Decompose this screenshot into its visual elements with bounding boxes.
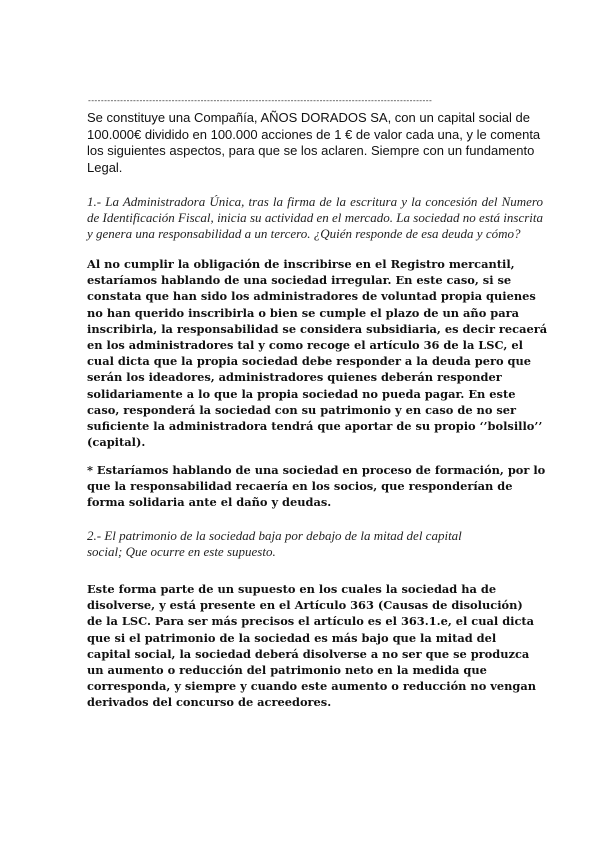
question-2-line: 2.- El patrimonio de la sociedad baja por debajo de la mitad del capital [87,528,462,543]
intro-paragraph: Se constituye una Compañía, AÑOS DORADOS SA, con un capital social de 100.000€ dividido en 100.000 acciones de 1 € de valor cada una, y le comenta los siguientes aspectos, para que se los aclaren. Siempre con un fundamento Legal. [87,110,541,175]
dashed-separator: ----------------------------------------------------------------------------------------------------------- [87,96,432,105]
question-2-line: social; Que ocurre en este supuesto. [87,544,276,560]
answer-1-line: solidariamente a lo que la propia sociedad no pueda pagar. En este [87,386,516,401]
answer-1-line: no han querido inscribirla o bien se cumple el plazo de un año para [87,305,520,320]
question-1: 1.- La Administradora Única, tras la firma de la escritura y la concesión del Numero de Identificación Fiscal, inicia su actividad en el mercado. La sociedad no está inscrita y genera una responsabilidad a un tercero. ¿Quién responde de esa deuda y cómo? [87,194,543,242]
answer-1-line: suficiente la administradora tendrá que aportar de su propio ‘’bolsillo’’ [87,419,543,434]
answer-2-line: corresponda, y siempre y cuando este aumento o reducción no vengan [87,679,537,694]
answer-1 [87,256,548,450]
answer-1-line: serán los ideadores, administradores quienes deberán responder [87,370,502,385]
answer-1-line: inscribirla, la responsabilidad se considera subsidiaria, es decir recaerá [87,321,548,336]
answer-1-note [87,462,546,511]
question-2 [87,528,543,560]
answer-2-line: que si el patrimonio de la sociedad es más bajo que la mitad del [87,630,497,645]
answer-1-line: en los administradores tal y como recoge el artículo 36 de la LSC, el [87,338,523,353]
answer-2-line: Este forma parte de un supuesto en los cuales la sociedad ha de [87,582,497,596]
answer-1-line: (capital). [87,435,146,450]
answer-1-note-line: forma solidaria ante el daño y deudas. [87,495,332,510]
answer-1-note-line: * Estaríamos hablando de una sociedad en proceso de formación, por lo [87,463,546,477]
answer-2-line: un aumento o reducción del patrimonio neto en la medida que [87,663,487,678]
answer-1-line: constata que han sido los administradores de voluntad propia quienes [87,289,536,304]
answer-1-line: caso, responderá la sociedad con su patrimonio y en caso de no ser [87,402,517,417]
answer-1-line: cual dicta que la propia sociedad debe responder a la deuda pero que [87,354,532,369]
answer-2-line: capital social, la sociedad deberá disolverse a no ser que se produzca [87,646,530,661]
answer-2-line: derivados del concurso de acreedores. [87,695,332,710]
answer-1-line: Al no cumplir la obligación de inscribirse en el Registro mercantil, [87,257,515,271]
answer-2-line: de la LSC. Para ser más precisos el artículo es el 363.1.e, el cual dicta [87,614,535,629]
answer-2-line: disolverse, y está presente en el Artículo 363 (Causas de disolución) [87,598,523,613]
answer-1-line: estaríamos hablando de una sociedad irregular. En este caso, si se [87,273,512,288]
answer-2 [87,581,537,711]
answer-1-note-line: que la responsabilidad recaería en los socios, que responderían de [87,479,513,494]
